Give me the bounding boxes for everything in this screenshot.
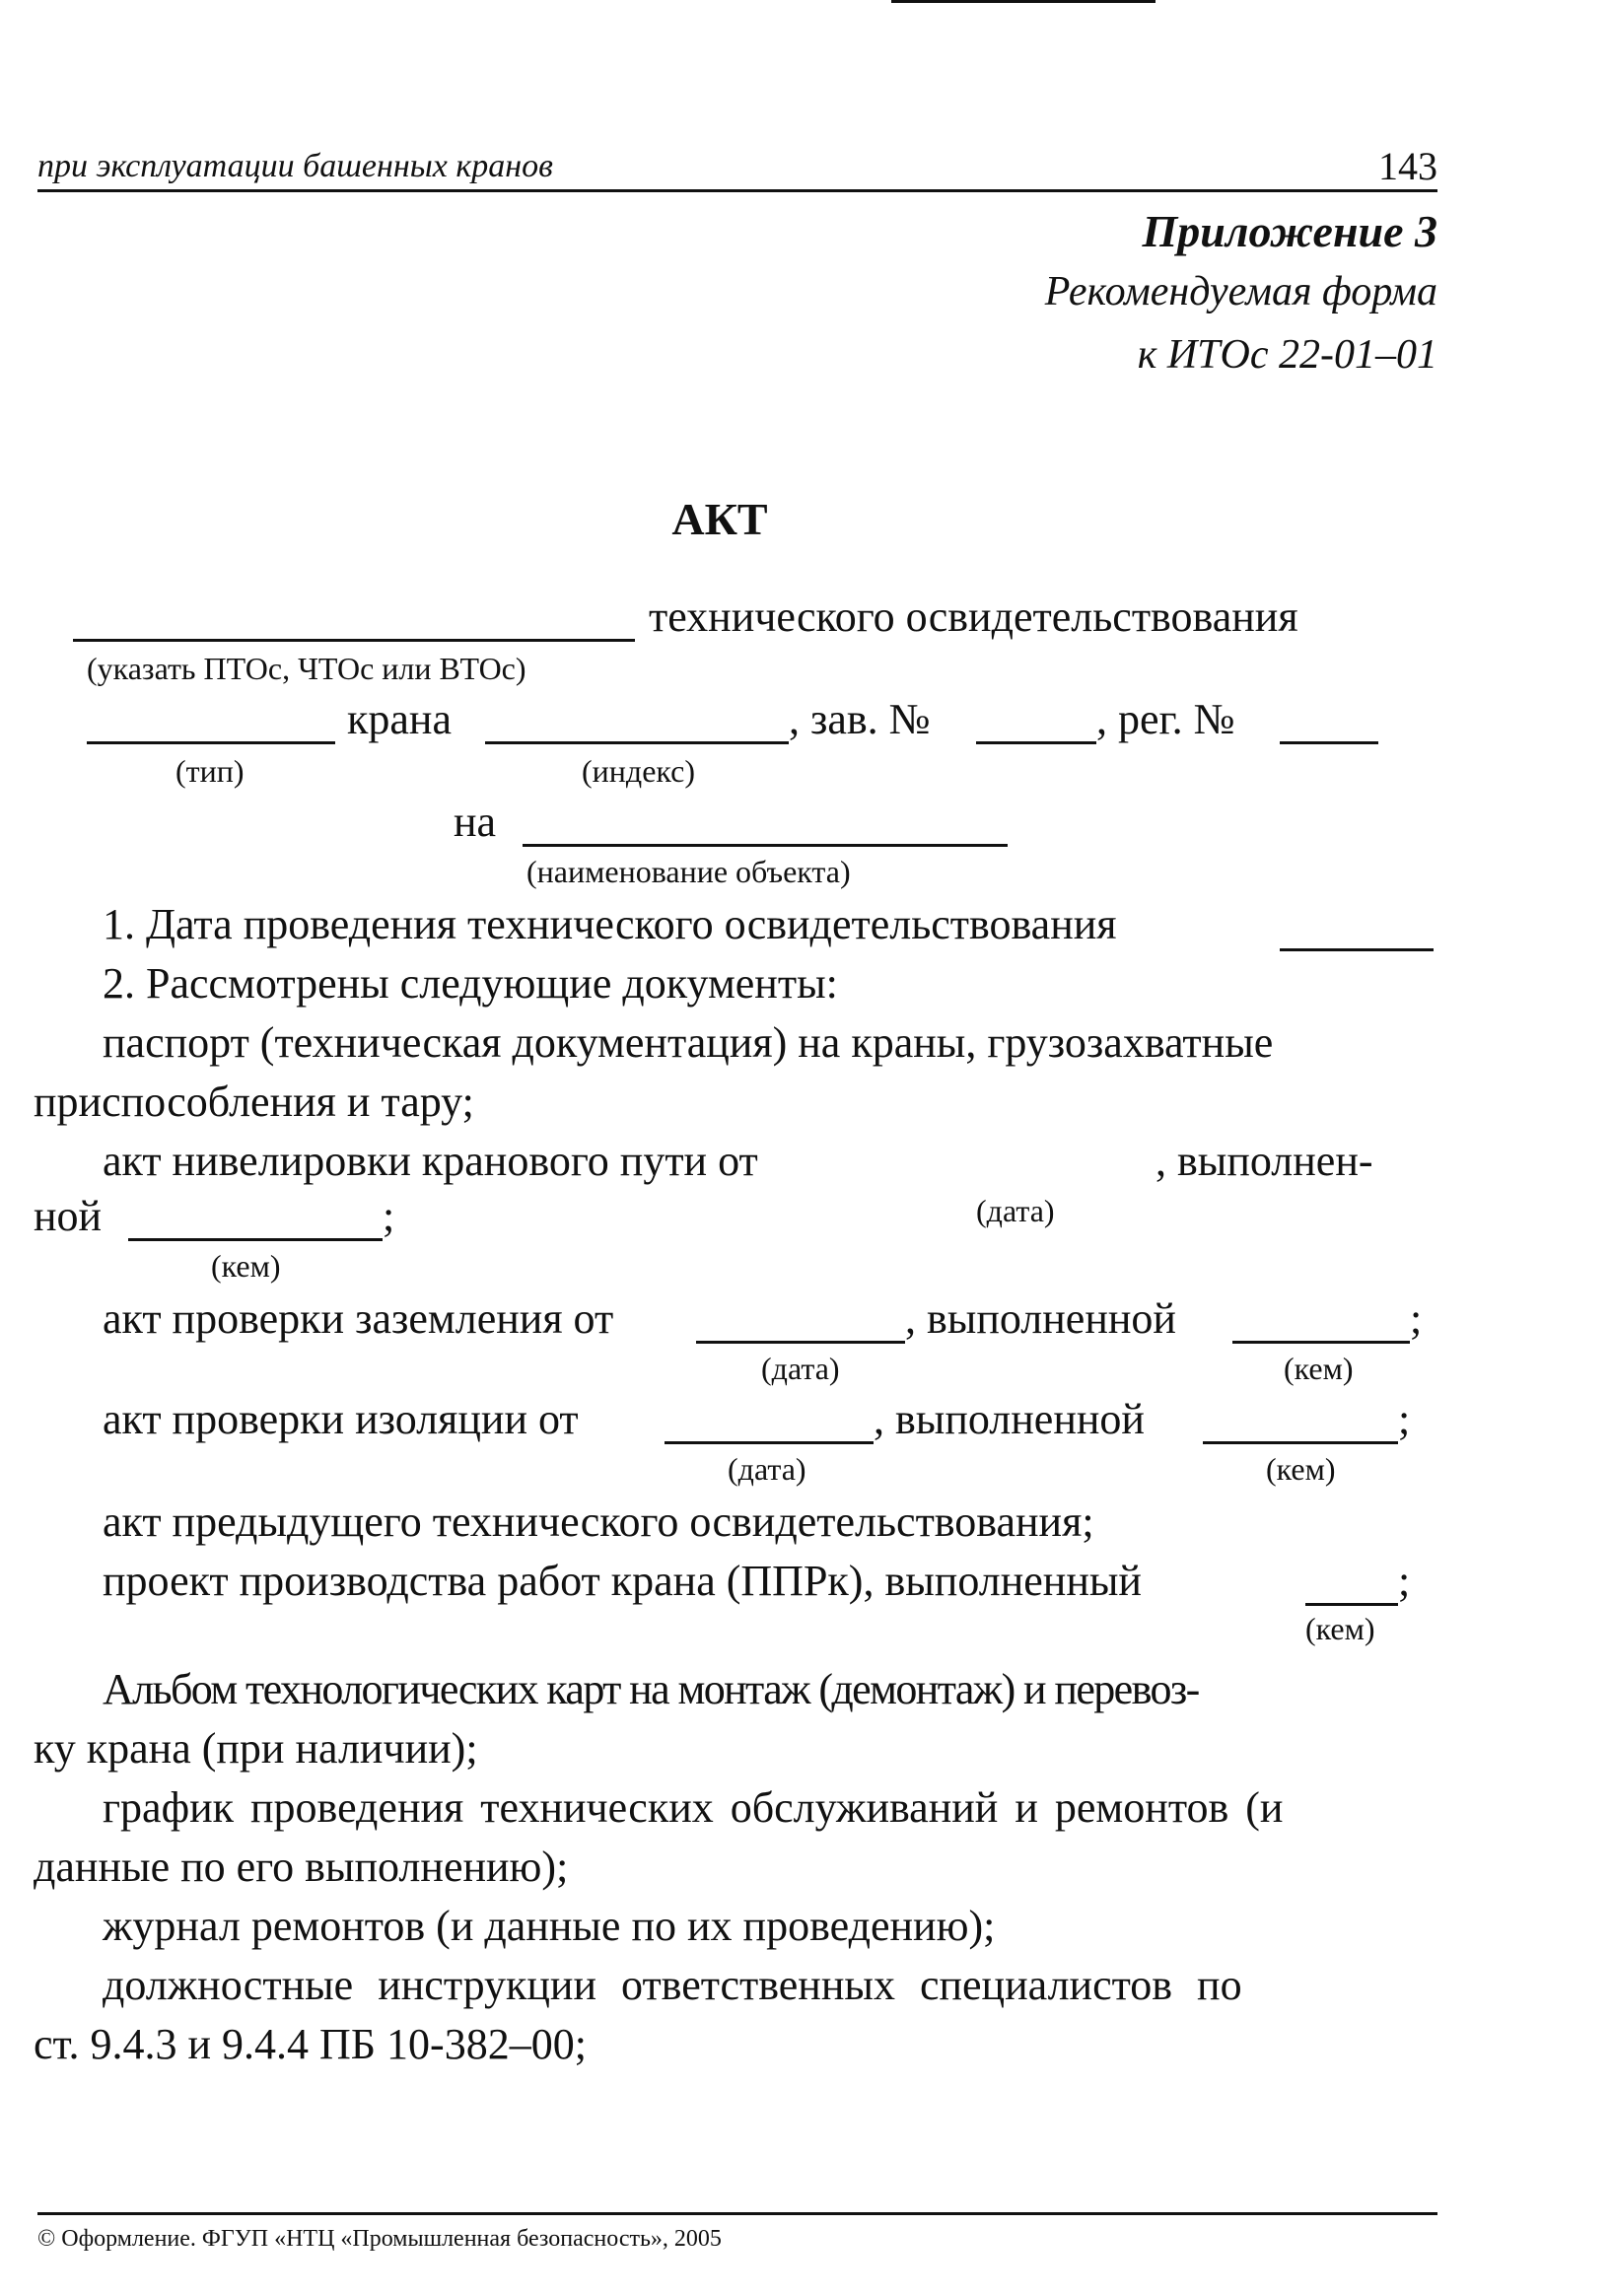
item-1-inspection-date: 1. Дата проведения технического освидетельствования: [103, 900, 1117, 948]
site-name-hint: (наименование объекта): [526, 854, 851, 889]
doc-instructions-line1: должностные инструкции ответственных специалистов по: [103, 1961, 1242, 2009]
doc-leveling-performed: , выполнен-: [1156, 1137, 1373, 1185]
inspection-date-blank: [1280, 948, 1434, 951]
doc-ppr-end: ;: [1398, 1557, 1411, 1605]
on-label: на: [454, 798, 497, 846]
inspection-label: технического освидетельствования: [649, 592, 1298, 641]
doc-passport-line2: приспособления и тару;: [34, 1078, 474, 1126]
insulation-date-blank: [665, 1441, 874, 1444]
running-header: [37, 144, 1437, 192]
running-title: при эксплуатации башенных кранов: [37, 148, 553, 184]
doc-album-line2: ку крана (при наличии);: [34, 1724, 478, 1773]
grounding-who-blank: [1232, 1341, 1410, 1344]
crane-type-hint: (тип): [175, 753, 245, 789]
doc-insulation-label: акт проверки изоляции от: [103, 1395, 579, 1443]
insulation-who-hint: (кем): [1266, 1451, 1336, 1487]
doc-schedule-line2: данные по его выполнению);: [34, 1843, 569, 1891]
doc-insulation-end: ;: [1398, 1395, 1411, 1443]
doc-album-line1: Альбом технологических карт на монтаж (демонтаж) и перевоз-: [103, 1665, 1199, 1713]
crane-type-blank: [87, 741, 335, 744]
site-name-blank: [523, 844, 1008, 847]
ppr-who-hint: (кем): [1305, 1611, 1375, 1646]
leveling-who-hint: (кем): [211, 1248, 281, 1284]
doc-leveling-label: акт нивелировки кранового пути от: [103, 1137, 758, 1185]
ppr-who-blank: [1305, 1603, 1398, 1606]
appendix-title: Приложение 3: [1142, 206, 1437, 256]
crane-label: крана: [347, 695, 452, 743]
doc-leveling-line2: ной: [34, 1192, 103, 1240]
item-2-documents-heading: 2. Рассмотрены следующие документы:: [103, 959, 838, 1008]
serial-number-label: , зав. №: [789, 695, 931, 743]
inspection-type-hint: (указать ПТОс, ЧТОс или ВТОс): [87, 651, 526, 686]
footer-rule: [37, 2212, 1437, 2215]
grounding-who-hint: (кем): [1284, 1351, 1354, 1386]
doc-repair-journal: журнал ремонтов (и данные по их проведению);: [103, 1902, 996, 1950]
inspection-type-blank: [73, 639, 635, 642]
doc-grounding-performed: , выполненной: [905, 1294, 1176, 1343]
appendix-note: Рекомендуемая форма: [1044, 269, 1437, 314]
grounding-date-blank: [696, 1341, 905, 1344]
page-number: 143: [1378, 144, 1437, 188]
appendix-reference: к ИТОс 22-01–01: [1137, 332, 1437, 378]
footer-copyright: © Оформление. ФГУП «НТЦ «Промышленная безопасность», 2005: [37, 2226, 722, 2252]
grounding-date-hint: (дата): [761, 1351, 840, 1386]
crane-index-blank: [485, 741, 789, 744]
leveling-who-blank: [128, 1238, 383, 1241]
leveling-date-hint: (дата): [976, 1193, 1055, 1228]
doc-ppr-label: проект производства работ крана (ППРк), выполненный: [103, 1557, 1142, 1605]
doc-instructions-line2: ст. 9.4.3 и 9.4.4 ПБ 10-382–00;: [34, 2020, 587, 2068]
leveling-date-blank: [891, 0, 1156, 3]
doc-schedule-line1: график проведения технических обслуживаний и ремонтов (и: [103, 1783, 1284, 1832]
act-title: АКТ: [671, 494, 768, 544]
doc-passport-line1: паспорт (техническая документация) на краны, грузозахватные: [103, 1018, 1274, 1067]
crane-index-hint: (индекс): [582, 753, 695, 789]
doc-insulation-performed: , выполненной: [874, 1395, 1145, 1443]
insulation-date-hint: (дата): [728, 1451, 806, 1487]
doc-leveling-end: ;: [383, 1192, 395, 1240]
insulation-who-blank: [1203, 1441, 1398, 1444]
doc-grounding-label: акт проверки заземления от: [103, 1294, 614, 1343]
doc-previous-act: акт предыдущего технического освидетельствования;: [103, 1497, 1094, 1546]
reg-number-label: , рег. №: [1096, 695, 1235, 743]
reg-number-blank: [1280, 741, 1378, 744]
doc-grounding-end: ;: [1410, 1294, 1423, 1343]
serial-number-blank: [976, 741, 1096, 744]
